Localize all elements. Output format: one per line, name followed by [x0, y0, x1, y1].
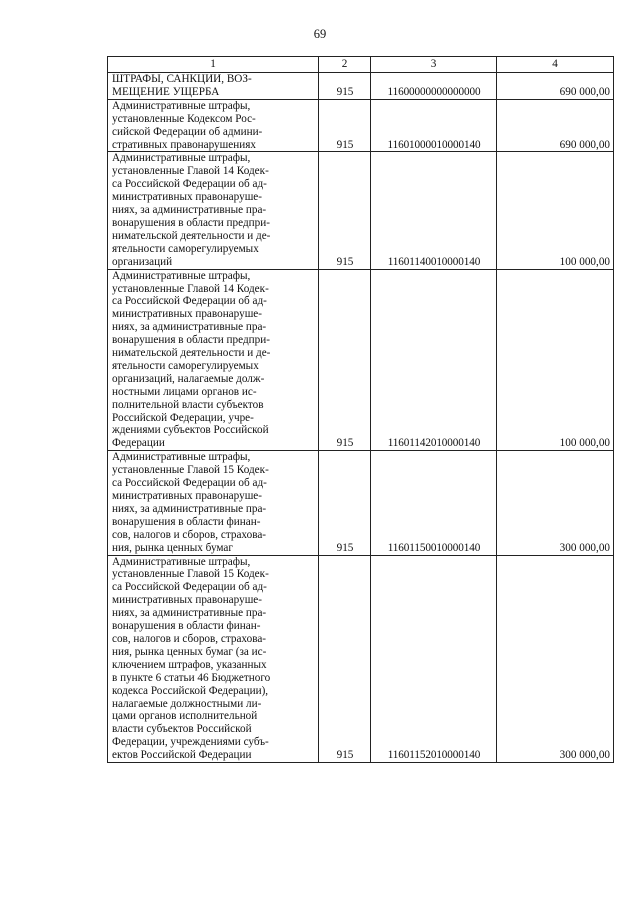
column-header-1: 1: [108, 57, 319, 73]
revenue-name-line: Федерации: [112, 437, 165, 450]
kbk-code-cell: 11601152010000140: [371, 555, 497, 763]
kbk-code-cell: 11601000010000140: [371, 99, 497, 152]
revenue-name-line: Административные штрафы,: [112, 555, 251, 568]
revenue-name-line: министративных правонаруше-: [112, 308, 262, 321]
revenue-name-line: ектов Российской Федерации: [112, 749, 252, 762]
revenue-name-line: установленные Кодексом Рос-: [112, 112, 256, 125]
revenue-name-line: ностными лицами органов ис-: [112, 385, 257, 398]
revenue-name-line: министративных правонаруше-: [112, 191, 262, 204]
admin-code-cell: 915: [319, 99, 371, 152]
revenue-name-line: Административные штрафы,: [112, 269, 251, 282]
revenue-name-line: ниях, за административные пра-: [112, 321, 267, 334]
budget-revenue-table: [107, 56, 614, 763]
amount-cell: 300 000,00: [497, 451, 614, 555]
revenue-name-line: организаций: [112, 255, 173, 268]
revenue-name-line: в пункте 6 статьи 46 Бюджетного: [112, 671, 271, 684]
admin-code-cell: 915: [319, 451, 371, 555]
revenue-name-line: налагаемые должностными ли-: [112, 697, 262, 710]
revenue-name-cell: [108, 269, 319, 451]
revenue-name-line: ниях, за административные пра-: [112, 607, 267, 620]
table-row: [108, 73, 614, 100]
table-body: [108, 73, 614, 763]
table-row: [108, 152, 614, 269]
revenue-name-line: сов, налогов и сборов, страхова-: [112, 528, 267, 541]
revenue-name-line: вонарушения в области финан-: [112, 515, 261, 528]
admin-code-cell: 915: [319, 152, 371, 269]
revenue-name-line: полнительной власти субъектов: [112, 398, 264, 411]
revenue-name-line: са Российской Федерации об ад-: [112, 178, 267, 191]
revenue-name-line: ния, рынка ценных бумаг: [112, 541, 233, 554]
column-header-3: 3: [371, 57, 497, 73]
revenue-name-line: нимательской деятельности и де-: [112, 229, 271, 242]
revenue-name-line: установленные Главой 14 Кодек-: [112, 282, 269, 295]
table-row: [108, 451, 614, 555]
revenue-name-line: сийской Федерации об админи-: [112, 125, 263, 138]
revenue-name-cell: [108, 99, 319, 152]
revenue-name-line: ниях, за административные пра-: [112, 502, 267, 515]
table-row: [108, 99, 614, 152]
revenue-name-line: установленные Главой 15 Кодек-: [112, 464, 269, 477]
revenue-name-line: ятельности саморегулируемых: [112, 242, 259, 255]
revenue-name-cell: [108, 555, 319, 763]
revenue-name-line: стративных правонарушениях: [112, 138, 256, 151]
revenue-name-line: Административные штрафы,: [112, 451, 251, 464]
revenue-name-line: цами органов исполнительной: [112, 710, 258, 723]
amount-cell: 690 000,00: [497, 99, 614, 152]
revenue-name-cell: [108, 152, 319, 269]
revenue-name-line: вонарушения в области предпри-: [112, 216, 270, 229]
revenue-name-line: нимательской деятельности и де-: [112, 347, 271, 360]
kbk-code-cell: 11601142010000140: [371, 269, 497, 451]
revenue-name-line: са Российской Федерации об ад-: [112, 581, 267, 594]
amount-cell: 100 000,00: [497, 152, 614, 269]
revenue-name-line: са Российской Федерации об ад-: [112, 477, 267, 490]
table-header-row: [108, 57, 614, 73]
column-header-2: 2: [319, 57, 371, 73]
revenue-name-line: установленные Главой 14 Кодек-: [112, 165, 269, 178]
revenue-name-line: ятельности саморегулируемых: [112, 359, 259, 372]
revenue-name-line: ШТРАФЫ, САНКЦИИ, ВОЗ-: [112, 73, 252, 85]
revenue-name-line: ждениями субъектов Российской: [112, 424, 269, 437]
kbk-code-cell: 11601150010000140: [371, 451, 497, 555]
revenue-name-line: установленные Главой 15 Кодек-: [112, 568, 269, 581]
admin-code-cell: 915: [319, 555, 371, 763]
admin-code-cell: 915: [319, 73, 371, 100]
revenue-name-line: ключением штрафов, указанных: [112, 658, 267, 671]
revenue-name-line: Федерации, учреждениями субъ-: [112, 736, 269, 749]
revenue-name-line: вонарушения в области финан-: [112, 620, 261, 633]
revenue-name-line: кодекса Российской Федерации),: [112, 684, 269, 697]
revenue-name-line: министративных правонаруше-: [112, 490, 262, 502]
amount-cell: 300 000,00: [497, 555, 614, 763]
amount-cell: 690 000,00: [497, 73, 614, 100]
revenue-name-line: са Российской Федерации об ад-: [112, 295, 267, 308]
revenue-name-line: сов, налогов и сборов, страхова-: [112, 632, 267, 645]
admin-code-cell: 915: [319, 269, 371, 451]
revenue-name-line: Административные штрафы,: [112, 99, 251, 112]
table-row: [108, 555, 614, 763]
revenue-name-cell: [108, 73, 319, 100]
page-number: 69: [313, 27, 327, 41]
revenue-name-line: МЕЩЕНИЕ УЩЕРБА: [112, 85, 220, 98]
kbk-code-cell: 11600000000000000: [371, 73, 497, 100]
revenue-name-line: ниях, за административные пра-: [112, 204, 267, 217]
amount-cell: 100 000,00: [497, 269, 614, 451]
table-row: [108, 269, 614, 451]
revenue-name-line: ния, рынка ценных бумаг (за ис-: [112, 645, 267, 658]
revenue-name-line: вонарушения в области предпри-: [112, 334, 270, 347]
revenue-name-cell: [108, 451, 319, 555]
revenue-name-line: власти субъектов Российской: [112, 723, 252, 736]
column-header-4: 4: [497, 57, 614, 73]
revenue-name-line: организаций, налагаемые долж-: [112, 372, 265, 385]
revenue-name-line: министративных правонаруше-: [112, 594, 262, 607]
revenue-name-line: Российской Федерации, учре-: [112, 411, 254, 424]
kbk-code-cell: 11601140010000140: [371, 152, 497, 269]
revenue-name-line: Административные штрафы,: [112, 152, 251, 165]
